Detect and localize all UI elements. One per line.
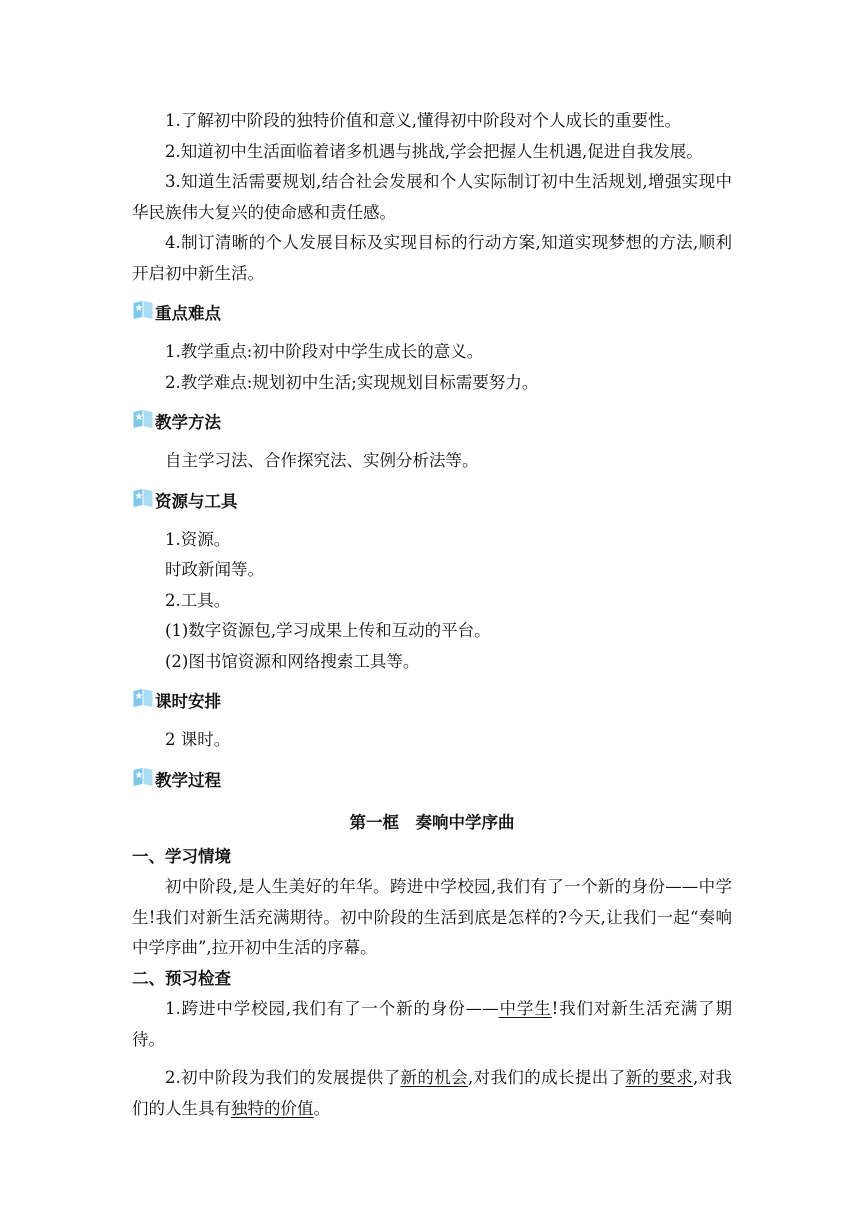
book-icon bbox=[132, 688, 154, 708]
preview-heading: 二、预习检查 bbox=[132, 968, 231, 988]
book-icon bbox=[132, 409, 154, 429]
objective-2: 2.知道初中生活面临着诸多机遇与挑战,学会把握人生机遇,促进自我发展。 bbox=[165, 141, 703, 161]
section-key-points bbox=[132, 297, 732, 327]
book-icon bbox=[132, 300, 154, 320]
q2-answer3: 独特的价值 bbox=[231, 1098, 314, 1118]
key-point-1: 1.教学重点:初中阶段对中学生成长的意义。 bbox=[165, 342, 484, 361]
resource-item: (2)图书馆资源和网络搜索工具等。 bbox=[165, 651, 420, 671]
q1-before: 1.跨进中学校园,我们有了一个新的身份—— bbox=[165, 999, 499, 1018]
preview-question-2 bbox=[132, 1063, 732, 1124]
book-icon bbox=[132, 767, 154, 787]
book-icon bbox=[132, 488, 154, 508]
key-point-2: 2.教学难点:规划初中生活;实现规划目标需要努力。 bbox=[165, 372, 539, 392]
section-heading: 课时安排 bbox=[155, 692, 221, 711]
section-heading: 教学方法 bbox=[155, 413, 221, 432]
schedule-text: 2 课时。 bbox=[165, 730, 231, 749]
q2-part4: 。 bbox=[313, 1098, 330, 1118]
resource-item: 1.资源。 bbox=[165, 529, 231, 549]
preview-question-1 bbox=[132, 994, 732, 1055]
section-heading: 重点难点 bbox=[155, 304, 221, 323]
section-schedule bbox=[132, 685, 732, 715]
section-process bbox=[132, 764, 732, 794]
resource-item: 2.工具。 bbox=[165, 590, 231, 610]
q1-answer: 中学生 bbox=[498, 999, 552, 1018]
section-resources bbox=[132, 485, 732, 515]
q2-part3: ,对我们的人生具有 bbox=[132, 1068, 732, 1118]
objective-3: 3.知道生活需要规划,结合社会发展和个人实际制订初中生活规划,增强实现中华民族伟大复兴的使命感和责任感。 bbox=[132, 172, 732, 222]
q1-after: !我们对新生活充满了期待。 bbox=[132, 999, 732, 1049]
resource-item: 时政新闻等。 bbox=[165, 560, 264, 579]
section-heading: 资源与工具 bbox=[155, 491, 238, 511]
q2-answer2: 新的要求 bbox=[625, 1068, 693, 1087]
objective-1: 1.了解初中阶段的独特价值和意义,懂得初中阶段对个人成长的重要性。 bbox=[165, 111, 681, 130]
situation-heading: 一、学习情境 bbox=[132, 846, 231, 866]
section-heading: 教学过程 bbox=[155, 770, 221, 790]
resource-item: (1)数字资源包,学习成果上传和互动的平台。 bbox=[165, 621, 491, 640]
q2-part1: 2.初中阶段为我们的发展提供了 bbox=[165, 1068, 401, 1087]
document-content bbox=[132, 106, 732, 1124]
objective-4: 4.制订清晰的个人发展目标及实现目标的行动方案,知道实现梦想的方法,顺利开启初中新生活。 bbox=[132, 233, 732, 283]
q2-answer1: 新的机会 bbox=[400, 1068, 468, 1087]
situation-text: 初中阶段,是人生美好的年华。跨进中学校园,我们有了一个新的身份——中学生!我们对新生活充满期待。初中阶段的生活到底是怎样的?今天,让我们一起“奏响中学序曲”,拉开初中生活的序幕。 bbox=[132, 877, 732, 957]
section-methods bbox=[132, 406, 732, 436]
q2-part2: ,对我们的成长提出了 bbox=[468, 1068, 626, 1087]
methods-text: 自主学习法、合作探究法、实例分析法等。 bbox=[165, 451, 479, 470]
frame-title: 第一框 奏响中学序曲 bbox=[349, 812, 515, 832]
